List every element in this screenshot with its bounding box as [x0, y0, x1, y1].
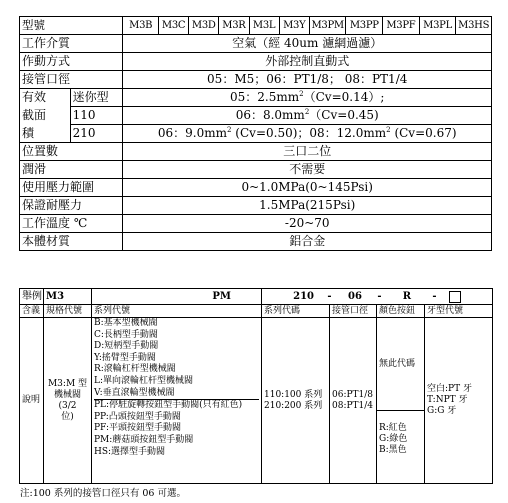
list-item: D:短柄型手動閥 — [94, 341, 159, 352]
list-item: G:G 牙 — [427, 406, 457, 416]
model-cell: M3HS — [456, 17, 492, 35]
area-value: 05：$2.5mm^2(Cv=0.14)$; — [123, 89, 492, 107]
header-cell: 含義 — [20, 305, 44, 318]
model-cell: M3PM — [309, 17, 346, 35]
spec-label: 工作介質 — [20, 35, 123, 53]
list-item: PF:平頭按鈕型手動閥 — [94, 423, 182, 434]
spec-row — [20, 215, 492, 233]
spec-row — [20, 161, 492, 179]
model-row — [20, 17, 492, 35]
area-label: 有效 — [20, 89, 71, 107]
example-color: R — [402, 291, 412, 302]
example-code-line — [262, 289, 493, 305]
thread-cell — [425, 318, 493, 484]
spec-label: 潤滑 — [20, 161, 123, 179]
list-item: 06:PT1/8 — [332, 389, 374, 400]
spec-value: 空氣（經 40um 濾網過濾） — [123, 35, 492, 53]
series-list — [92, 318, 262, 484]
color-none: 無此代碼 — [377, 318, 424, 411]
port-cell — [330, 318, 377, 484]
example-dash: - — [377, 291, 382, 302]
spec-value: 不需要 — [123, 161, 492, 179]
header-cell: 接管口徑 — [330, 305, 377, 318]
list-item: 110:100 系列 — [264, 389, 323, 400]
area-sub: 迷你型 — [70, 89, 123, 107]
spec-value: 05：M5；06：PT1/8； 08：PT1/4 — [123, 71, 492, 89]
area-value: 06：$9.0mm^2$ (Cv=0.50)；08：$12.0mm^2$ (Cv=0.67) — [123, 125, 492, 143]
spec-label: 保證耐壓力 — [20, 197, 123, 215]
model-cell: M3L — [249, 17, 279, 35]
color-cell — [377, 318, 425, 484]
example-port: 06 — [348, 291, 362, 302]
list-item: PL:停駐旋轉按鈕型手動閥(只有紅色) — [94, 399, 259, 412]
model-cell: M3PF — [383, 17, 420, 35]
spec-code-line: 位) — [61, 411, 74, 422]
spec-row — [20, 179, 492, 197]
spec-code-line: 機械閥 — [53, 389, 81, 400]
spec-row — [20, 53, 492, 71]
spec-code-line: (3/2 — [58, 400, 77, 411]
header-cell: 系列代碼 — [262, 305, 330, 318]
list-item: C:長柄型手動閥 — [94, 329, 158, 340]
list-item: 空白:PT 牙 — [427, 384, 472, 394]
model-cell: M3R — [219, 17, 249, 35]
header-cell: 系列代號 — [92, 305, 262, 318]
example-model: M3 — [44, 289, 92, 305]
list-item: PM:蘑菇頭按鈕型手動閥 — [94, 434, 194, 445]
area-label: 積 — [20, 125, 71, 143]
example-row — [20, 289, 493, 305]
spec-row — [20, 143, 492, 161]
spec-code-cell — [44, 318, 92, 484]
list-item: 08:PT1/4 — [332, 400, 374, 411]
spec-label: 工作溫度 ℃ — [20, 215, 123, 233]
spec-label: 作動方式 — [20, 53, 123, 71]
spec-label: 本體材質 — [20, 233, 123, 251]
list-item: R:紅色 — [379, 423, 407, 433]
spec-value: -20~70 — [123, 215, 492, 233]
list-item: B:基本型機械閥 — [94, 318, 158, 328]
list-item: L:單向滾輪杠杆型機械閥 — [94, 375, 194, 386]
spec-label: 接管口徑 — [20, 71, 123, 89]
model-label: 型號 — [20, 17, 123, 35]
example-dash: - — [432, 291, 437, 302]
example-dash: - — [327, 291, 332, 302]
spec-value: 外部控制直動式 — [123, 53, 492, 71]
spec-row — [20, 35, 492, 53]
model-cell: M3Y — [279, 17, 309, 35]
header-cell: 顏色按鈕 — [377, 305, 425, 318]
list-item: 210:200 系列 — [264, 400, 323, 411]
spec-table — [19, 16, 492, 251]
area-sub: 110 — [70, 107, 123, 125]
list-item: HS:選擇型手動閥 — [94, 446, 166, 457]
spec-value: 三口二位 — [123, 143, 492, 161]
footnote: 注:100 系列的接管口徑只有 06 可選。 — [20, 488, 186, 499]
meaning-cell: 說明 — [20, 318, 44, 484]
example-series: PM — [92, 289, 262, 305]
area-sub: 210 — [70, 125, 123, 143]
list-item: R:滾輪杠杆型機械閥 — [94, 364, 176, 375]
spec-label: 使用壓力範圍 — [20, 179, 123, 197]
ordering-table — [19, 288, 493, 484]
model-cell: M3PL — [419, 17, 456, 35]
spec-value: 鋁合金 — [123, 233, 492, 251]
spec-label: 位置數 — [20, 143, 123, 161]
series-code-cell — [262, 318, 330, 484]
list-item: V:垂直滾輪型機械閥 — [94, 387, 175, 398]
spec-row — [20, 71, 492, 89]
list-item: T:NPT 牙 — [427, 395, 468, 405]
spec-row — [20, 233, 492, 251]
model-cell: M3D — [189, 17, 219, 35]
example-label: 舉例 — [20, 289, 44, 305]
area-row — [20, 125, 492, 143]
area-row — [20, 107, 492, 125]
list-item: Y:搖臂型手動閥 — [94, 352, 156, 363]
model-cell: M3C — [158, 17, 188, 35]
thread-box — [449, 291, 461, 303]
header-row — [20, 305, 493, 318]
list-item: G:綠色 — [379, 434, 408, 444]
area-value: 06：$8.0mm^2(Cv=0.45)$ — [123, 107, 492, 125]
example-code: 210 — [293, 291, 314, 302]
color-list — [377, 411, 424, 456]
area-row — [20, 89, 492, 107]
model-cell: M3PP — [346, 17, 383, 35]
spec-value: 0~1.0MPa(0~145Psi) — [123, 179, 492, 197]
header-cell: 規格代號 — [44, 305, 92, 318]
spec-value: 1.5MPa(215Psi) — [123, 197, 492, 215]
header-cell: 牙型代號 — [425, 305, 493, 318]
spec-row — [20, 197, 492, 215]
model-cell: M3B — [123, 17, 159, 35]
description-row — [20, 318, 493, 484]
area-label: 截面 — [20, 107, 71, 125]
list-item: PP:凸頭按鈕型手動閥 — [94, 411, 181, 422]
list-item: B:黑色 — [379, 445, 407, 455]
spec-code-line: M3:M 型 — [47, 378, 88, 389]
